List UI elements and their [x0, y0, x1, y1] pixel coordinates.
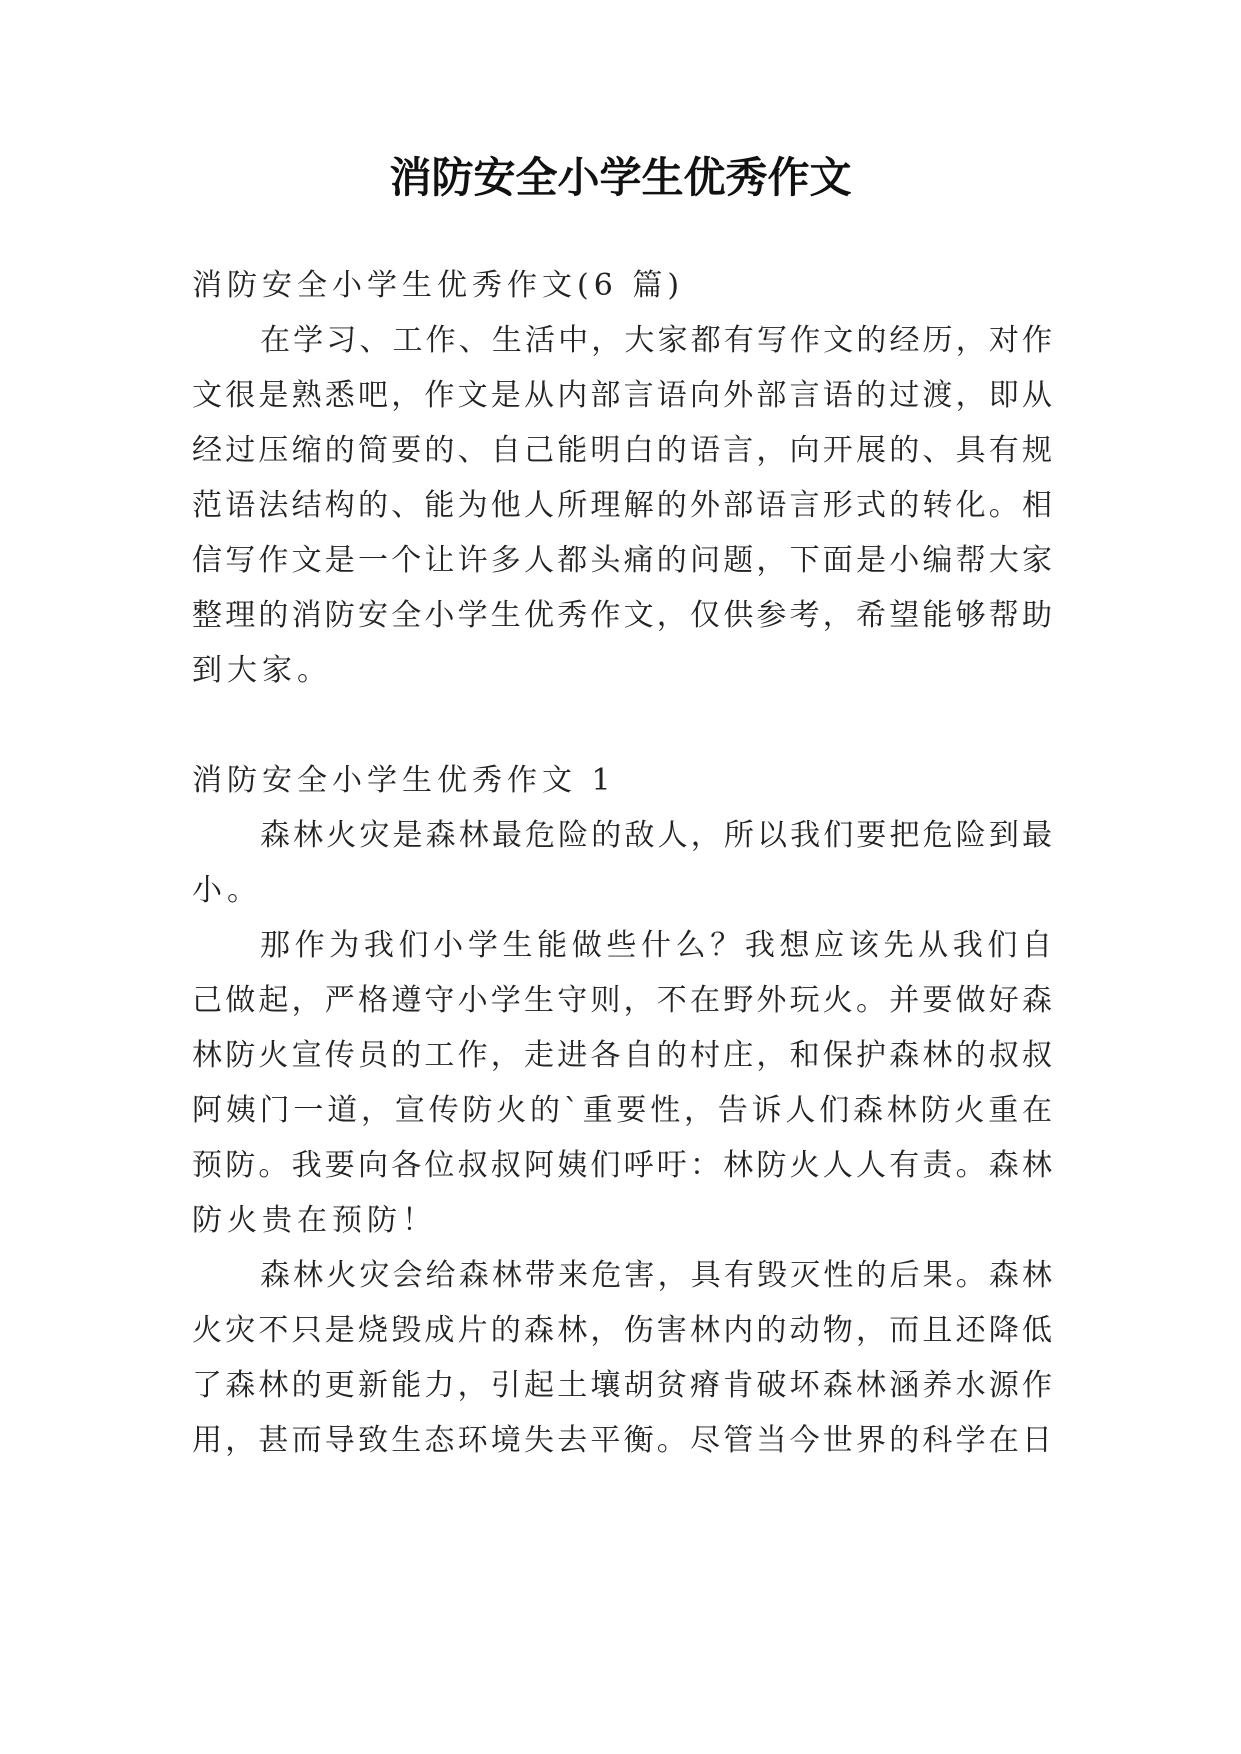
paragraph-line: 阿姨门一道，宣传防火的`重要性，告诉人们森林防火重在 — [192, 1093, 1052, 1128]
paragraph-line: 信写作文是一个让许多人都头痛的问题，下面是小编帮大家 — [192, 543, 1052, 578]
paragraph-line: 火灾不只是烧毁成片的森林，伤害林内的动物，而且还降低 — [192, 1313, 1052, 1348]
paragraph-line: 小。 — [192, 873, 262, 908]
paragraph-line: 经过压缩的简要的、自己能明白的语言，向开展的、具有规 — [192, 433, 1052, 468]
paragraph-line: 用，甚而导致生态环境失去平衡。尽管当今世界的科学在日 — [192, 1423, 1052, 1458]
paragraph-line: 林防火宣传员的工作，走进各自的村庄，和保护森林的叔叔 — [192, 1038, 1052, 1073]
paragraph-line: 了森林的更新能力，引起土壤胡贫瘠肯破坏森林涵养水源作 — [192, 1368, 1052, 1403]
essay-paragraph — [192, 1248, 1052, 1468]
paragraph-line: 己做起，严格遵守小学生守则，不在野外玩火。并要做好森 — [192, 983, 1052, 1018]
essay-paragraph — [192, 918, 1052, 1248]
paragraph-line: 到大家。 — [192, 653, 332, 688]
paragraph-line: 森林火灾是森林最危险的敌人，所以我们要把危险到最 — [260, 818, 1052, 853]
paragraph-line: 防火贵在预防！ — [192, 1203, 437, 1238]
document-body — [192, 258, 1052, 1468]
paragraph-line: 在学习、工作、生活中，大家都有写作文的经历，对作 — [260, 323, 1052, 358]
paragraph-line: 森林火灾会给森林带来危害，具有毁灭性的后果。森林 — [260, 1258, 1052, 1293]
document-subtitle: 消防安全小学生优秀作文(6 篇) — [192, 268, 685, 303]
intro-paragraph — [192, 313, 1052, 698]
paragraph-line: 文很是熟悉吧，作文是从内部言语向外部言语的过渡，即从 — [192, 378, 1052, 413]
blank-line — [192, 698, 1052, 753]
document-title: 消防安全小学生优秀作文 — [389, 153, 852, 202]
paragraph-line: 预防。我要向各位叔叔阿姨们呼吁：林防火人人有责。森林 — [192, 1148, 1052, 1183]
paragraph-line: 整理的消防安全小学生优秀作文，仅供参考，希望能够帮助 — [192, 598, 1052, 633]
paragraph-line: 那作为我们小学生能做些什么？我想应该先从我们自 — [260, 928, 1052, 963]
essay-paragraph — [192, 808, 1052, 918]
essay-heading: 消防安全小学生优秀作文 1 — [192, 763, 616, 798]
paragraph-line: 范语法结构的、能为他人所理解的外部语言形式的转化。相 — [192, 488, 1052, 523]
